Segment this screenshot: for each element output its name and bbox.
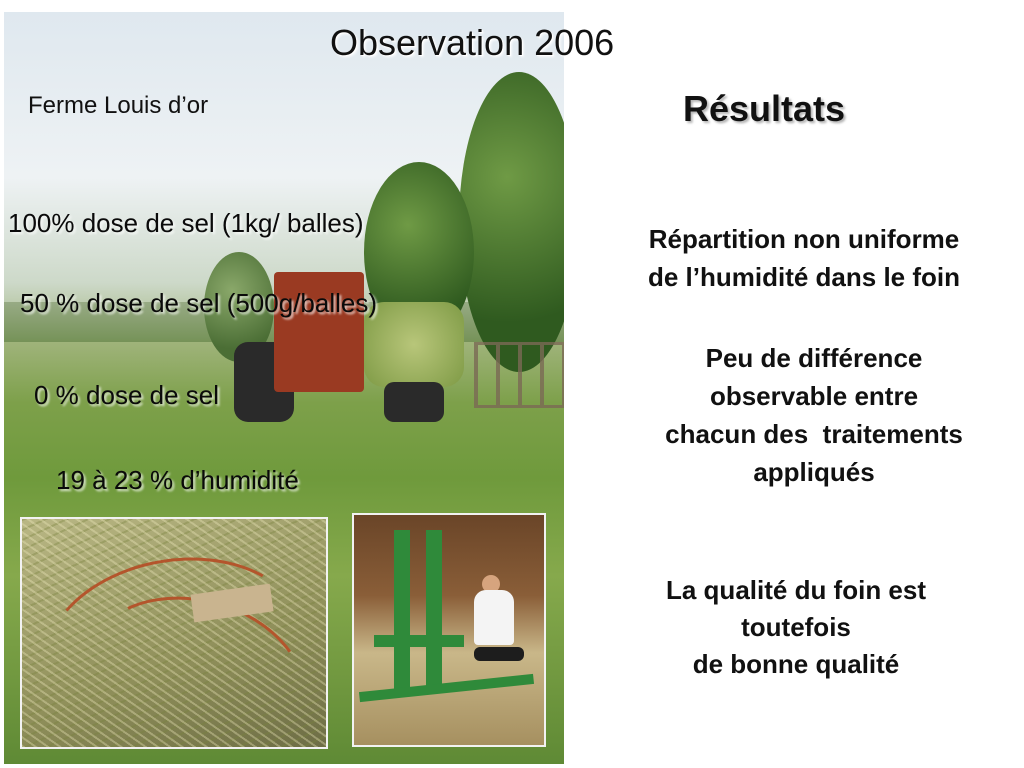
treatment-label-50: 50 % dose de sel (500g/balles) <box>20 288 378 318</box>
result-line: de l’humidité dans le foin <box>647 262 961 292</box>
treatment-label-100: 100% dose de sel (1kg/ balles) <box>8 208 364 238</box>
baler-wheel <box>384 382 444 422</box>
humidity-label: 19 à 23 % d’humidité <box>56 465 299 495</box>
result-line: toutefois <box>741 612 851 642</box>
fence-shape <box>474 342 564 408</box>
result-line: appliqués <box>753 457 875 487</box>
operator-figure <box>474 590 514 645</box>
result-block-quality <box>596 572 996 683</box>
results-heading: Résultats <box>683 88 846 129</box>
result-line: Peu de différence <box>705 343 923 373</box>
operator-seat <box>474 647 524 661</box>
barn-lift-photo <box>352 513 546 747</box>
baler-machine <box>234 252 474 432</box>
treatment-label-0: 0 % dose de sel <box>34 380 220 410</box>
lift-base <box>359 674 534 702</box>
result-block-humidity <box>590 220 1018 296</box>
lift-arm <box>374 635 464 647</box>
slide-title: Observation 2006 <box>330 22 615 63</box>
result-line: Répartition non uniforme <box>648 224 960 254</box>
result-line: de bonne qualité <box>692 649 900 679</box>
result-line: La qualité du foin est <box>665 575 926 605</box>
lift-mast <box>394 530 410 690</box>
farm-name: Ferme Louis d’or <box>28 92 209 119</box>
hay-bale-closeup-photo <box>20 517 328 749</box>
hay-bale <box>364 302 464 387</box>
result-block-difference <box>608 339 1020 491</box>
lift-mast <box>426 530 442 690</box>
result-line: observable entre <box>709 381 919 411</box>
result-line: chacun des traitements <box>665 419 963 449</box>
